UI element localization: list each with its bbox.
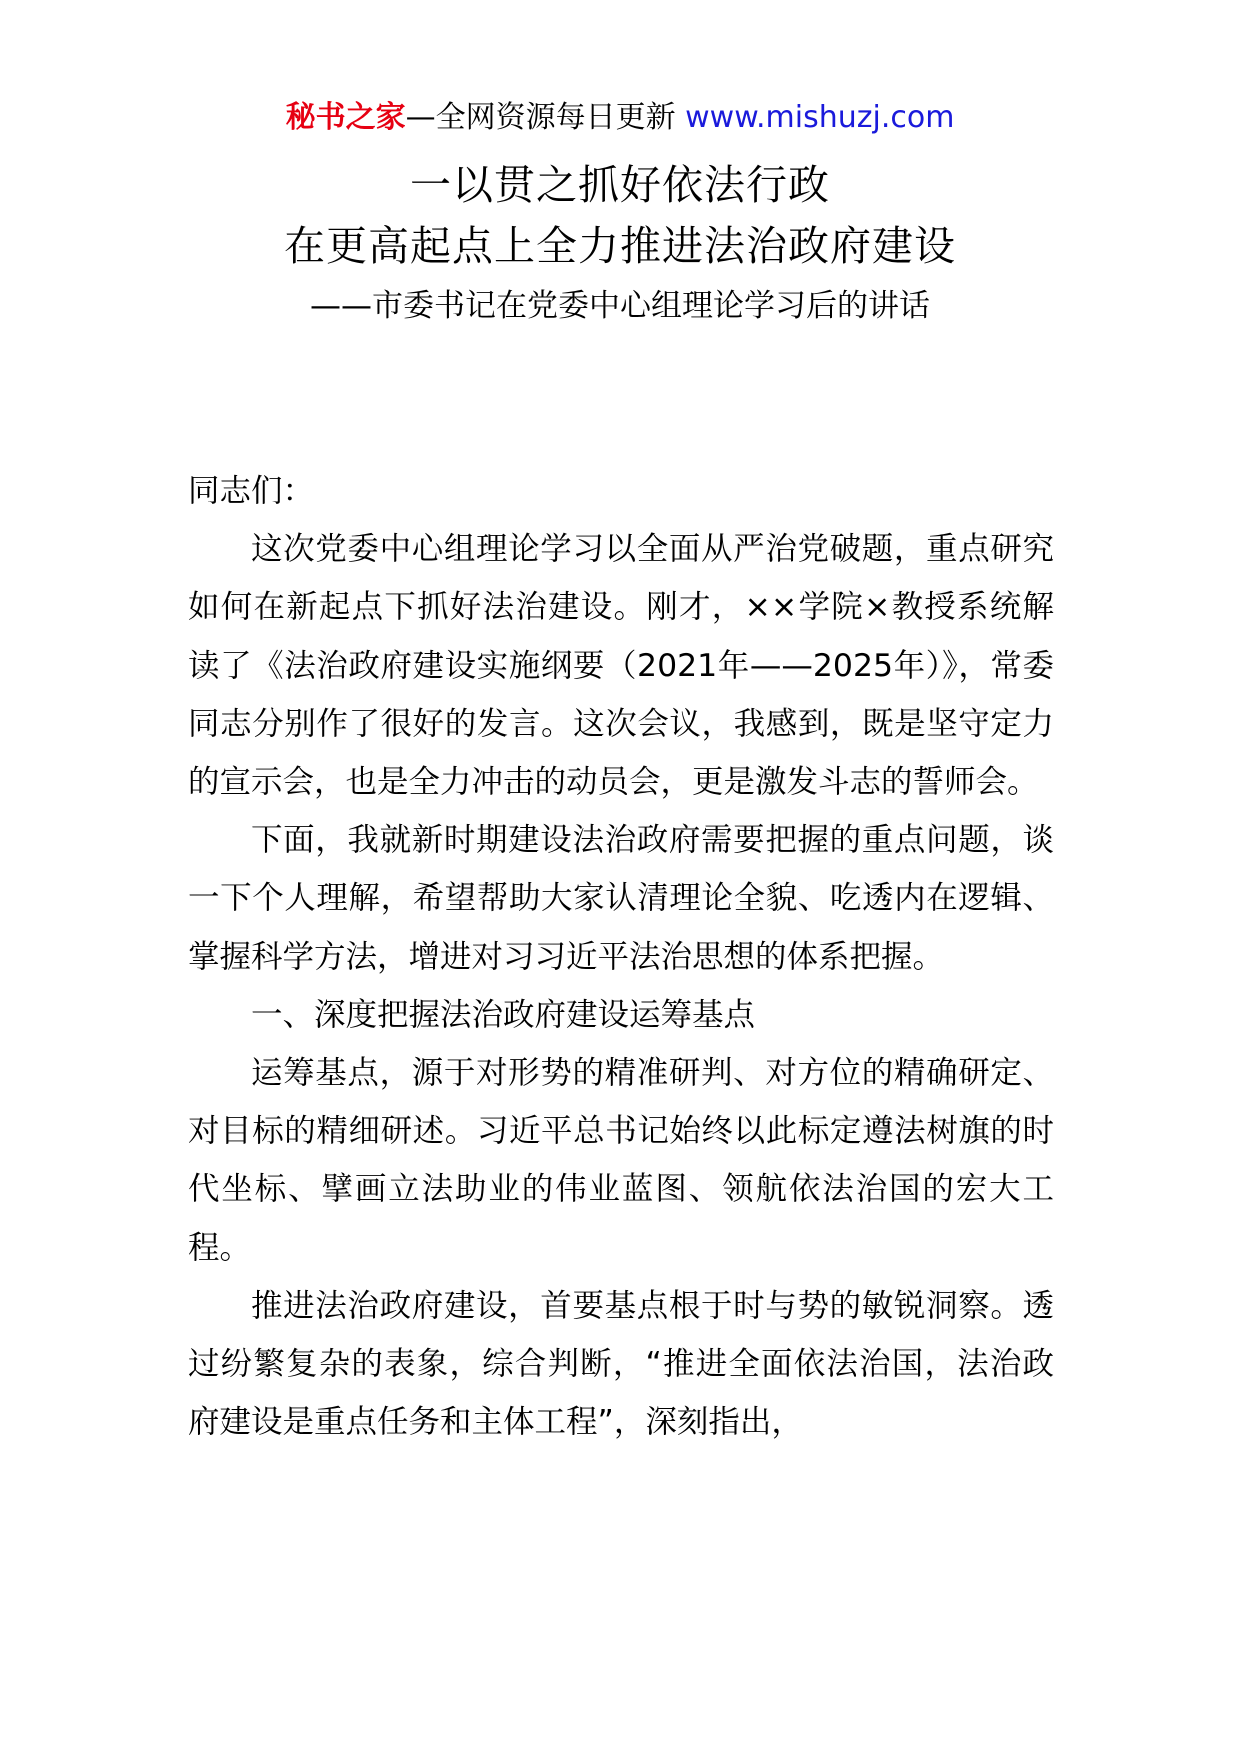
paragraph: 推进法治政府建设，首要基点根于时与势的敏锐洞察。透过纷繁复杂的表象，综合判断，“推进全面依法治国，法治政府建设是重点任务和主体工程”，深刻指出，	[188, 1287, 1054, 1441]
paragraph: 下面，我就新时期建设法治政府需要把握的重点问题，谈一下个人理解，希望帮助大家认清理论全貌、吃透内在逻辑、掌握科学方法，增进对习习近平法治思想的体系把握。	[188, 822, 1054, 975]
document-title-line-1: 一以贯之抓好依法行政	[410, 161, 830, 209]
header-tagline: —全网资源每日更新	[405, 100, 676, 135]
site-url-link[interactable]: www.mishuzj.com	[685, 100, 955, 135]
document-subtitle: ——市委书记在党委中心组理论学习后的讲话	[310, 288, 930, 324]
document-body	[188, 462, 1054, 1451]
salutation: 同志们：	[188, 473, 315, 509]
paragraph: 这次党委中心组理论学习以全面从严治党破题，重点研究如何在新起点下抓好法治建设。刚才，××学院×教授系统解读了《法治政府建设实施纲要（2021年——2025年）》，常委同志分别作了很好的发言。这次会议，我感到，既是坚守定力的宣示会，也是全力冲击的动员会，更是激发斗志的誓师会。	[188, 531, 1054, 801]
site-header	[0, 98, 1240, 138]
brand-name: 秘书之家	[285, 100, 406, 135]
section-heading: 一、深度把握法治政府建设运筹基点	[251, 996, 756, 1033]
document-title-line-2: 在更高起点上全力推进法治政府建设	[284, 222, 956, 270]
paragraph: 运筹基点，源于对形势的精准研判、对方位的精确研定、对目标的精细研述。习近平总书记始终以此标定遵法树旗的时代坐标、擘画立法助业的伟业蓝图、领航依法治国的宏大工程。	[188, 1055, 1054, 1266]
